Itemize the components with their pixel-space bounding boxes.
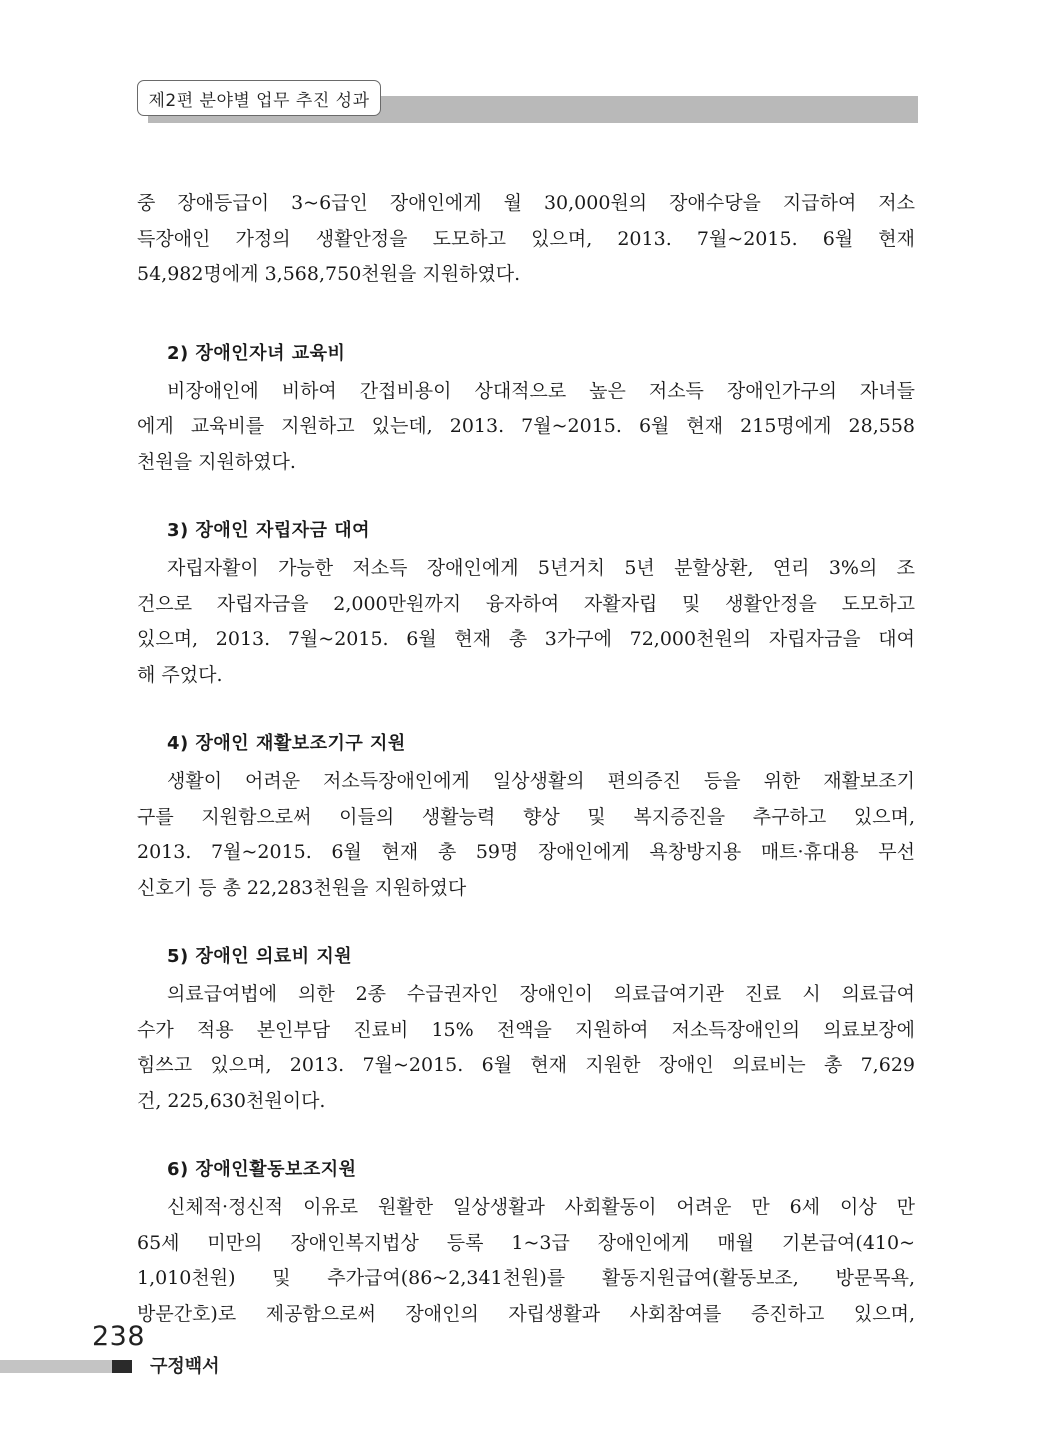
text-line: 에게 교육비를 지원하고 있는데, 2013. 7월~2015. 6월 현재 215명에게 28,558 [137,415,915,437]
text-line: 65세 미만의 장애인복지법상 등록 1~3급 장애인에게 매월 기본급여(410~ [137,1231,915,1254]
text-line: 신체적·정신적 이유로 원활한 일상생활과 사회활동이 어려운 만 6세 이상 만 [167,1196,915,1218]
text-line: 1,010천원) 및 추가급여(86~2,341천원)를 활동지원급여(활동보조, 방문목욕, [137,1267,915,1289]
text-line: 수가 적용 본인부담 진료비 15% 전액을 지원하여 저소득장애인의 의료보장에 [137,1018,915,1041]
text-line: 생활이 어려운 저소득장애인에게 일상생활의 편의증진 등을 위한 재활보조기 [167,770,915,792]
footer-bar [0,1360,112,1373]
chapter-tab: 제2편 분야별 업무 추진 성과 [137,80,381,116]
section-title: 6) 장애인활동보조지원 [167,1159,357,1180]
text-line: 천원을 지원하였다. [137,450,296,473]
section-medical-expenses [137,940,915,1119]
section-title: 5) 장애인 의료비 지원 [167,946,353,967]
text-line: 의료급여법에 의한 2종 수급권자인 장애인이 의료급여기관 진료 시 의료급여 [167,983,915,1005]
text-line: 비장애인에 비하여 간접비용이 상대적으로 높은 저소득 장애인가구의 자녀들 [167,379,915,402]
text-line: 방문간호)로 제공함으로써 장애인의 자립생활과 사회참여를 증진하고 있으며, [137,1302,915,1325]
text-line: 자립자활이 가능한 저소득 장애인에게 5년거치 5년 분할상환, 연리 3%의 조 [167,557,915,579]
section-paragraph [137,764,915,906]
section-paragraph [137,1190,915,1332]
text-line: 있으며, 2013. 7월~2015. 6월 현재 총 3가구에 72,000천원의 자립자금을 대여 [137,628,915,650]
text-line: 해 주었다. [137,663,223,686]
section-activity-support [137,1153,915,1332]
footer-marker [112,1360,132,1373]
section-self-reliance-loan [137,514,915,693]
text-line: 54,982명에게 3,568,750천원을 지원하였다. [137,263,521,285]
section-child-education [137,337,915,481]
section-paragraph [137,551,915,693]
text-line: 구를 지원함으로써 이들의 생활능력 향상 및 복지증진을 추구하고 있으며, [137,805,915,828]
text-line: 건, 225,630천원이다. [137,1089,326,1112]
section-title: 2) 장애인자녀 교육비 [167,342,346,364]
text-line: 득장애인 가정의 생활안정을 도모하고 있으며, 2013. 7월~2015. 6월 현재 [137,227,915,250]
text-line: 중 장애등급이 3~6급인 장애인에게 월 30,000원의 장애수당을 지급하여 저소 [137,192,915,214]
intro-paragraph [137,186,915,293]
book-title: 구정백서 [150,1356,220,1377]
section-paragraph [137,374,915,481]
text-line: 2013. 7월~2015. 6월 현재 총 59명 장애인에게 욕창방지용 매트·휴대용 무선 [137,841,915,863]
section-assistive-devices [137,727,915,906]
page-content [137,186,915,1332]
section-title: 3) 장애인 자립자금 대여 [167,520,371,541]
text-line: 신호기 등 총 22,283천원을 지원하였다 [137,876,467,899]
section-paragraph [137,977,915,1119]
text-line: 건으로 자립자금을 2,000만원까지 융자하여 자활자립 및 생활안정을 도모하고 [137,592,915,615]
text-line: 힘쓰고 있으며, 2013. 7월~2015. 6월 현재 지원한 장애인 의료비는 총 7,629 [137,1054,915,1076]
section-title: 4) 장애인 재활보조기구 지원 [167,733,406,754]
page-number: 238 [92,1321,146,1352]
